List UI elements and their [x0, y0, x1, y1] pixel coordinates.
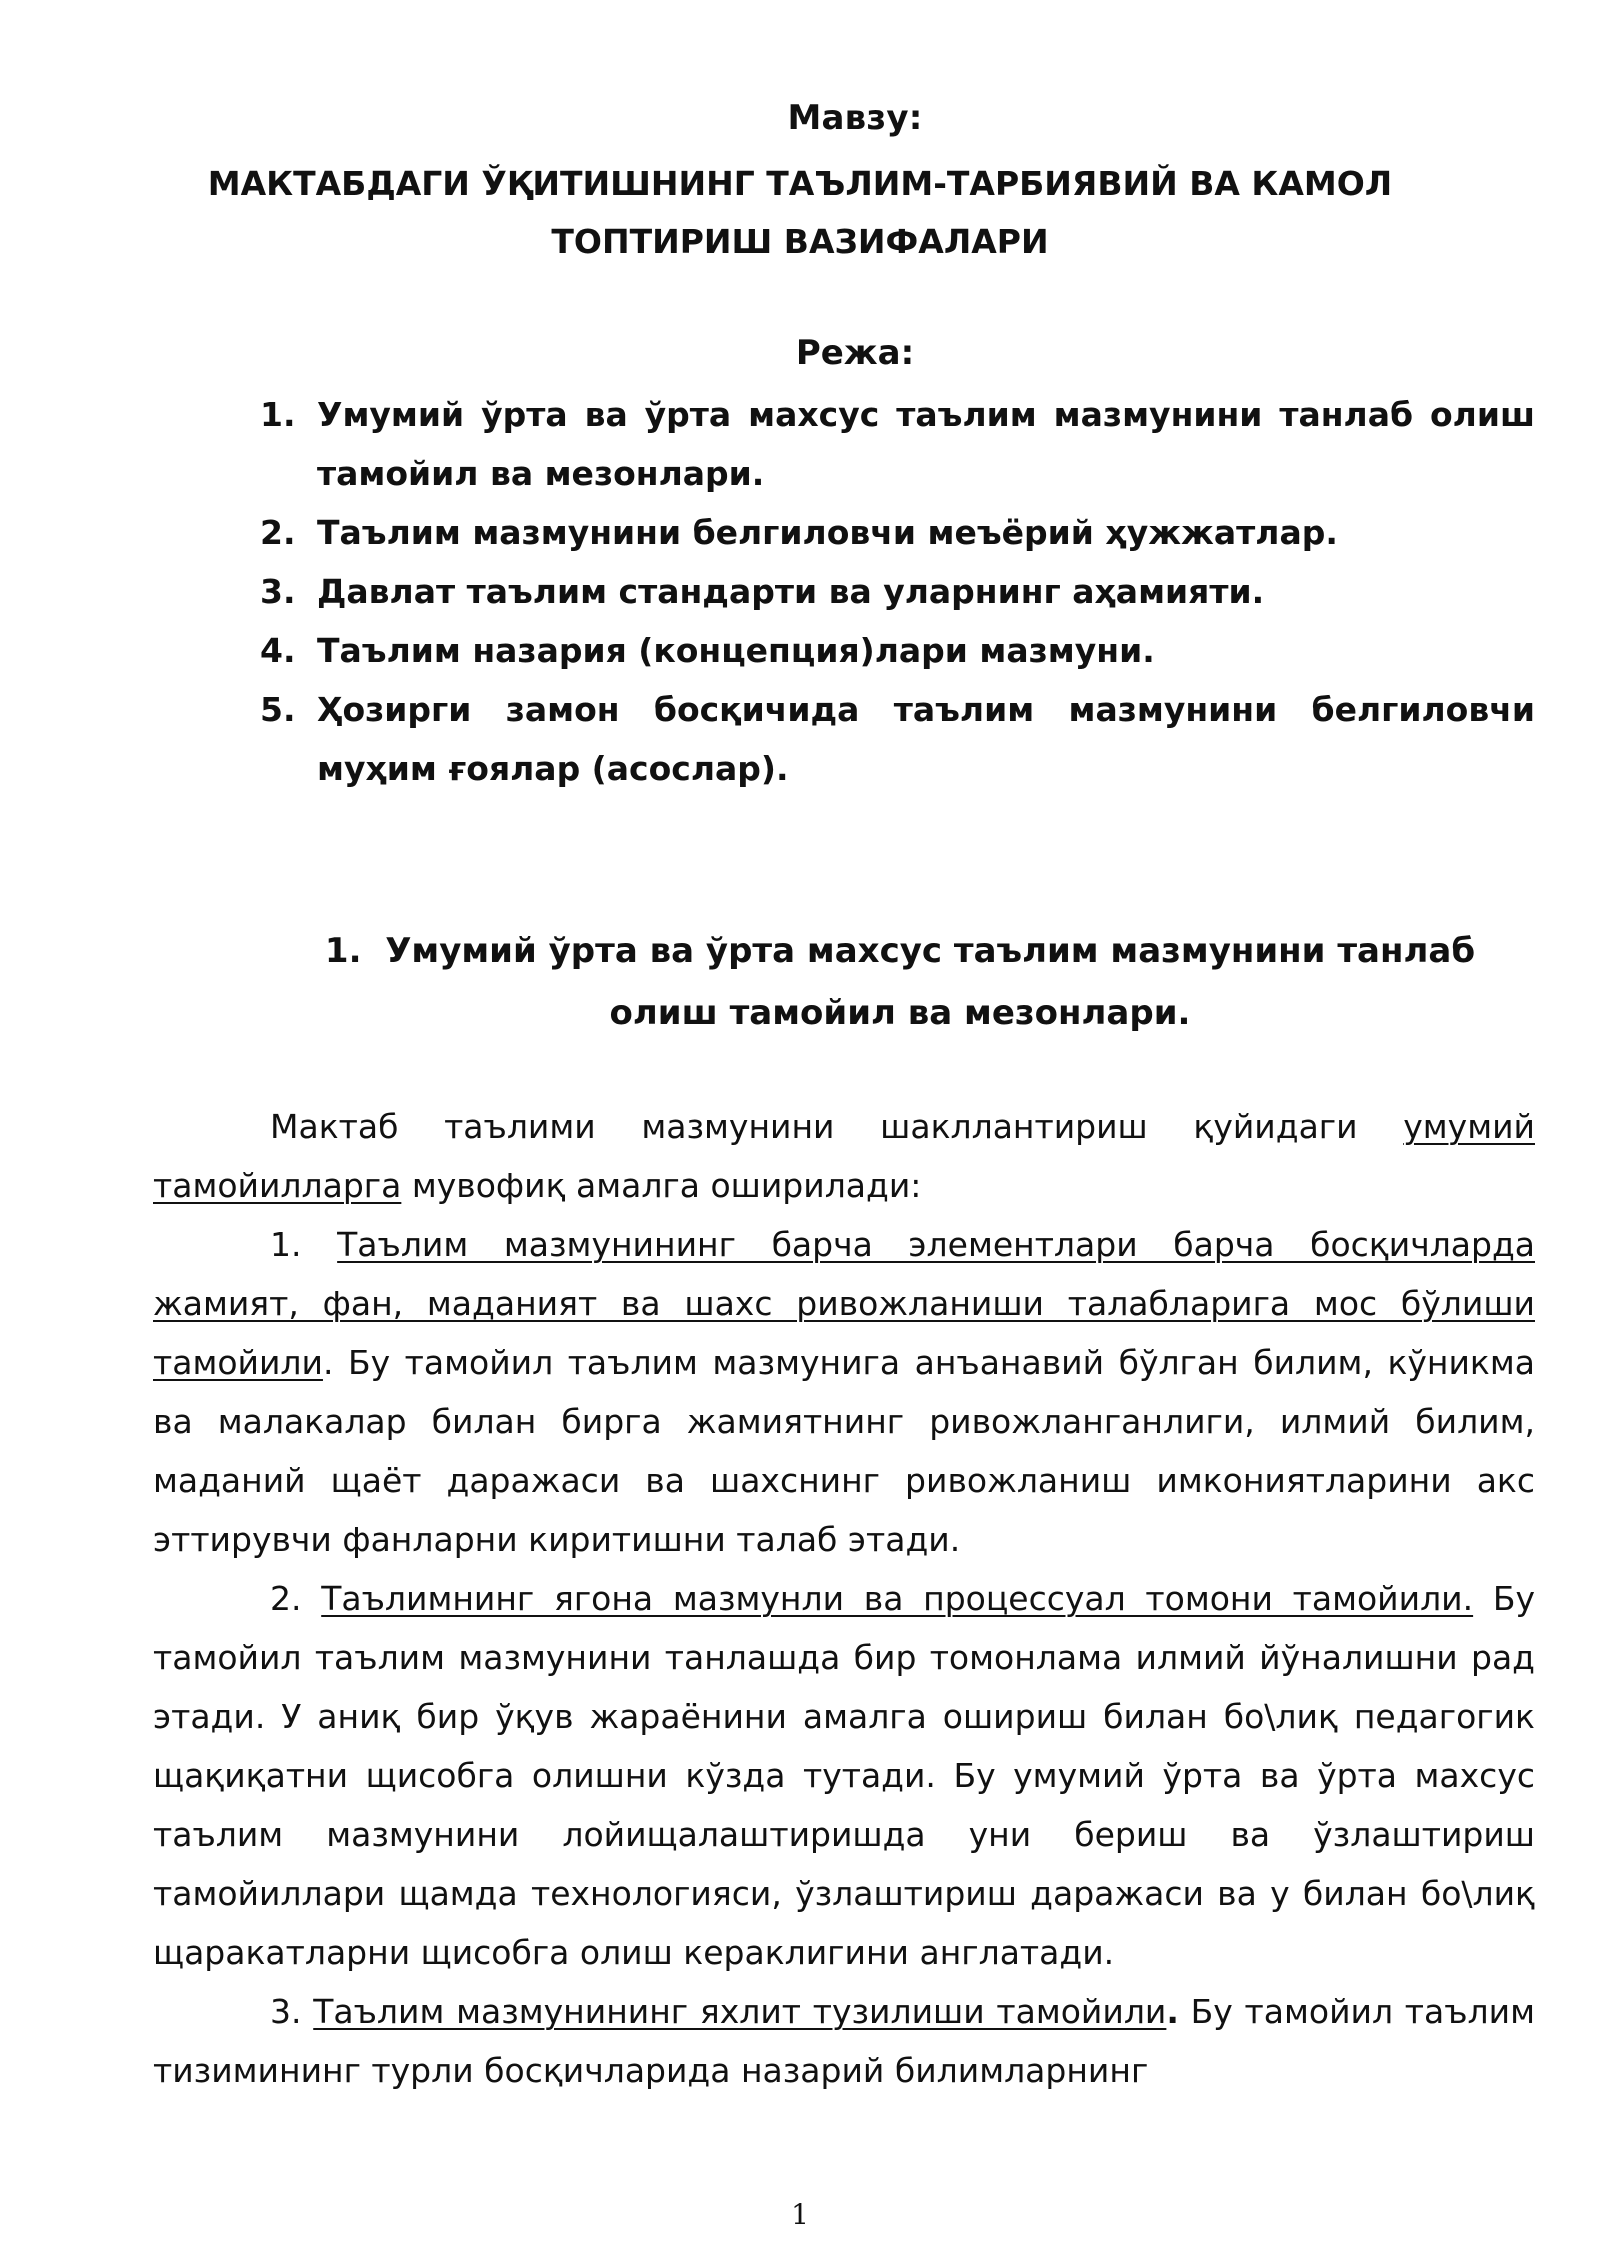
principle-number: 3.	[270, 1992, 302, 2031]
plan-item-text: Умумий ўрта ва ўрта махсус таълим мазмунини танлаб олиш тамойил ва мезонлари.	[317, 395, 1535, 493]
plan-item	[260, 385, 1535, 503]
underlined-term: умумий тамойилларга	[153, 1107, 1535, 1205]
plan-item-text: Давлат таълим стандарти ва уларнинг аҳамияти.	[317, 572, 1265, 611]
principle-number: 1.	[270, 1225, 302, 1264]
paragraph-principle-1	[153, 1215, 1535, 1569]
intro-text: мувофиқ амалга оширилади:	[411, 1166, 922, 1205]
section-number: 1.	[324, 931, 362, 971]
plan-item-number: 3.	[260, 572, 296, 611]
paragraph-principle-2	[153, 1569, 1535, 1982]
plan-item-text: Таълим мазмунини белгиловчи меъёрий ҳужжатлар.	[317, 513, 1338, 552]
topic-label: Мавзу:	[787, 98, 923, 138]
principle-dot: .	[1166, 1992, 1179, 2031]
topic-title: МАКТАБДАГИ ЎҚИТИШНИНГ ТАЪЛИМ-ТАРБИЯВИЙ ВА КАМОЛ ТОПТИРИШ ВАЗИФАЛАРИ	[207, 164, 1393, 261]
plan-item	[260, 503, 1535, 562]
plan-item-number: 5.	[260, 690, 296, 729]
intro-text: Мактаб таълими мазмунини шакллантириш қуйидаги	[270, 1107, 1358, 1146]
principle-text: Бу тамойил таълим тизимининг турли босқичларида назарий билимларнинг	[153, 1992, 1535, 2090]
plan-list	[260, 385, 1535, 798]
plan-item-number: 4.	[260, 631, 296, 670]
principle-number: 2.	[270, 1579, 302, 1618]
paragraph-intro	[153, 1097, 1535, 1215]
principle-text: Бу тамойил таълим мазмунини танлашда бир томонлама илмий йўналишни рад этади. У аниқ бир ўқув жараёнини амалга ошириш билан бо\лиқ педагогик щақиқатни щисобга олишни кўзда тутади. Бу умумий ўрта ва ўрта махсус таълим мазмунини лойищалаштиришда уни бериш ва ўзлаштириш тамойиллари щамда технологияси, ўзлаштириш даражаси ва у билан бо\лиқ щаракатларни щисобга олиш кераклигини англатади.	[153, 1579, 1535, 1972]
plan-item	[260, 621, 1535, 680]
plan-item-number: 1.	[260, 395, 296, 434]
principle-text: . Бу тамойил таълим мазмунига анъанавий бўлган билим, кўникма ва малакалар билан бирга жамиятнинг ривожланганлиги, илмий билим, маданий щаёт даражаси ва шахснинг ривожланиш имкониятларини акс эттирувчи фанларни киритишни талаб этади.	[153, 1343, 1535, 1559]
plan-item	[260, 680, 1535, 798]
plan-item	[260, 562, 1535, 621]
plan-item-text: Таълим назария (концепция)лари мазмуни.	[317, 631, 1155, 670]
body-text	[153, 1097, 1535, 2100]
plan-label: Режа:	[795, 333, 915, 373]
page-number: 1	[791, 2198, 809, 2231]
section-title: Умумий ўрта ва ўрта махсус таълим мазмунини танлаб олиш тамойил ва мезонлари.	[385, 931, 1476, 1033]
section-heading	[300, 920, 1500, 1044]
paragraph-principle-3	[153, 1982, 1535, 2100]
principle-title: Таълимнинг ягона мазмунли ва процессуал томони тамойили.	[321, 1579, 1474, 1618]
plan-item-number: 2.	[260, 513, 296, 552]
principle-title: Таълим мазмунининг яхлит тузилиши тамойили	[313, 1992, 1167, 2031]
principle-title: Таълим мазмунининг барча элементлари барча босқичларда жамият, фан, маданият ва шахс ривожланиши талабларига мос бўлиши тамойили	[153, 1225, 1535, 1382]
plan-item-text: Ҳозирги замон босқичида таълим мазмунини белгиловчи муҳим ғоялар (асослар).	[317, 690, 1535, 788]
